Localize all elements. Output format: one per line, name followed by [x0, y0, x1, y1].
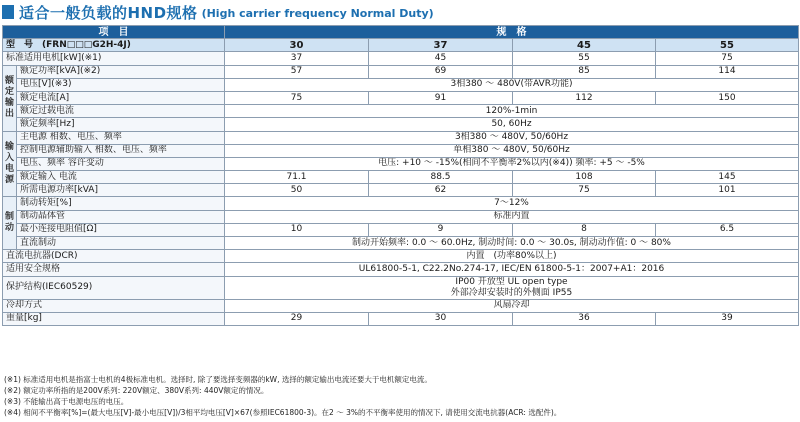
- title-square-icon: [2, 5, 14, 19]
- cell: 108: [513, 171, 656, 184]
- cell: 内置 (功率80%以上): [225, 250, 799, 263]
- cell: 69: [369, 65, 513, 78]
- table-row-braking-dc: [3, 237, 799, 250]
- row-label: 额定电流[A]: [17, 91, 225, 104]
- cell: 57: [225, 65, 369, 78]
- enclosure-line-2: 外部冷却安装时的外侧面 IP55: [450, 287, 573, 298]
- row-label: 制动转矩[%]: [17, 197, 225, 210]
- row-label: 额定过载电流: [17, 105, 225, 118]
- table-row-motor: [3, 52, 799, 65]
- table-row-braking-torque: [3, 197, 799, 210]
- row-label: 标准适用电机[kW](※1): [3, 52, 225, 65]
- cell: 单相380 ～ 480V, 50/60Hz: [225, 144, 799, 157]
- cell: 150: [656, 91, 799, 104]
- table-row-dcr: [3, 250, 799, 263]
- cell: 6.5: [656, 223, 799, 236]
- row-label: 电压[V](※3): [17, 78, 225, 91]
- table-row-input-tolerance: [3, 157, 799, 170]
- cell: 112: [513, 91, 656, 104]
- group-text: 输入电源: [4, 141, 14, 185]
- row-label: 保护结构(IEC60529): [3, 276, 225, 299]
- cell: 75: [656, 52, 799, 65]
- cell: 55: [656, 39, 799, 52]
- cell: 62: [369, 184, 513, 197]
- cell: 88.5: [369, 171, 513, 184]
- cell: 91: [369, 91, 513, 104]
- row-label: 额定频率[Hz]: [17, 118, 225, 131]
- table-row-output-voltage: [3, 78, 799, 91]
- row-label: 额定功率[kVA](※2): [17, 65, 225, 78]
- cell: UL61800-5-1, C22.2No.274-17, IEC/EN 61800-5-1：2007+A1：2016: [225, 263, 799, 276]
- cell: 30: [369, 312, 513, 325]
- table-row-output-overload: [3, 105, 799, 118]
- enclosure-line-1: IP00 开放型 UL open type: [455, 276, 568, 287]
- table-row-braking-transistor: [3, 210, 799, 223]
- row-label: 适用安全规格: [3, 263, 225, 276]
- cell: 145: [656, 171, 799, 184]
- cell: [225, 276, 799, 299]
- cell: 45: [513, 39, 656, 52]
- footnote: (※2) 额定功率所指的是200V系列: 220V额定、380V系列: 440V额定的情况。: [4, 386, 269, 395]
- page-subtitle: (High carrier frequency Normal Duty): [201, 7, 434, 20]
- row-label: 最小连接电阻值[Ω]: [17, 223, 225, 236]
- table-row-enclosure: [3, 276, 799, 299]
- title-bar: [2, 2, 434, 22]
- row-label: 型 号 (FRN□□□G2H-4J): [3, 39, 225, 52]
- row-label: 电压、频率 容许变动: [17, 157, 225, 170]
- group-label-braking: [3, 197, 17, 250]
- cell: 50, 60Hz: [225, 118, 799, 131]
- cell: 10: [225, 223, 369, 236]
- cell: 50: [225, 184, 369, 197]
- cell: 37: [369, 39, 513, 52]
- table-row-model: [3, 39, 799, 52]
- group-label-output: [3, 65, 17, 131]
- footnote: (※4) 相间不平衡率[%]=(最大电压[V]-最小电压[V])/3相平均电压[V]×67(参照IEC61800-3)。在2 ～ 3%的不平衡率使用的情况下, 请使用交流电抗器(ACR: 选配件)。: [4, 408, 562, 417]
- cell: 29: [225, 312, 369, 325]
- table-row-cooling: [3, 299, 799, 312]
- cell: 标准内置: [225, 210, 799, 223]
- table-row-output-frequency: [3, 118, 799, 131]
- table-header-row: [3, 26, 799, 39]
- cell: 75: [513, 184, 656, 197]
- table-row-input-main: [3, 131, 799, 144]
- row-label: 额定输入 电流: [17, 171, 225, 184]
- cell: 75: [225, 91, 369, 104]
- cell: 30: [225, 39, 369, 52]
- table-row-braking-resistor: [3, 223, 799, 236]
- table-row-input-capacity: [3, 184, 799, 197]
- page-title: 适合一般负载的HND规格: [19, 3, 198, 22]
- cell: 电压: +10 ～ -15%(相间不平衡率2%以内(※4)) 频率: +5 ～ -5%: [225, 157, 799, 170]
- cell: 8: [513, 223, 656, 236]
- row-label: 重量[kg]: [3, 312, 225, 325]
- header-item: 项 目: [3, 26, 225, 39]
- table-row-standards: [3, 263, 799, 276]
- cell: 45: [369, 52, 513, 65]
- cell: 114: [656, 65, 799, 78]
- cell: 71.1: [225, 171, 369, 184]
- cell: 37: [225, 52, 369, 65]
- table-row-weight: [3, 312, 799, 325]
- table-row-output-capacity: [3, 65, 799, 78]
- row-label: 主电源 相数、电压、频率: [17, 131, 225, 144]
- cell: 制动开始频率: 0.0 ～ 60.0Hz, 制动时间: 0.0 ～ 30.0s, 制动动作值: 0 ～ 80%: [225, 237, 799, 250]
- table-row-input-rated: [3, 171, 799, 184]
- cell: 9: [369, 223, 513, 236]
- row-label: 所需电源功率[kVA]: [17, 184, 225, 197]
- cell: 120%-1min: [225, 105, 799, 118]
- footnote: (※3) 不能输出高于电源电压的电压。: [4, 397, 129, 406]
- spec-table: [2, 25, 799, 326]
- footnotes: [4, 374, 796, 418]
- table-row-output-current: [3, 91, 799, 104]
- cell: 7～12%: [225, 197, 799, 210]
- group-label-input: [3, 131, 17, 197]
- row-label: 冷却方式: [3, 299, 225, 312]
- table-row-input-aux: [3, 144, 799, 157]
- group-text: 制动: [4, 212, 14, 234]
- row-label: 控制电源辅助输入 相数、电压、频率: [17, 144, 225, 157]
- cell: 39: [656, 312, 799, 325]
- row-label: 直流电抗器(DCR): [3, 250, 225, 263]
- row-label: 制动晶体管: [17, 210, 225, 223]
- cell: 3相380 ～ 480V(带AVR功能): [225, 78, 799, 91]
- cell: 风扇冷却: [225, 299, 799, 312]
- row-label: 直流制动: [17, 237, 225, 250]
- group-text: 额定输出: [4, 76, 14, 120]
- header-spec: 规 格: [225, 26, 799, 39]
- cell: 3相380 ～ 480V, 50/60Hz: [225, 131, 799, 144]
- cell: 36: [513, 312, 656, 325]
- cell: 101: [656, 184, 799, 197]
- cell: 85: [513, 65, 656, 78]
- cell: 55: [513, 52, 656, 65]
- footnote: (※1) 标准适用电机是指富士电机的4极标准电机。选择时, 除了要选择变频器的kW, 选择的额定输出电流还要大于电机额定电流。: [4, 375, 432, 384]
